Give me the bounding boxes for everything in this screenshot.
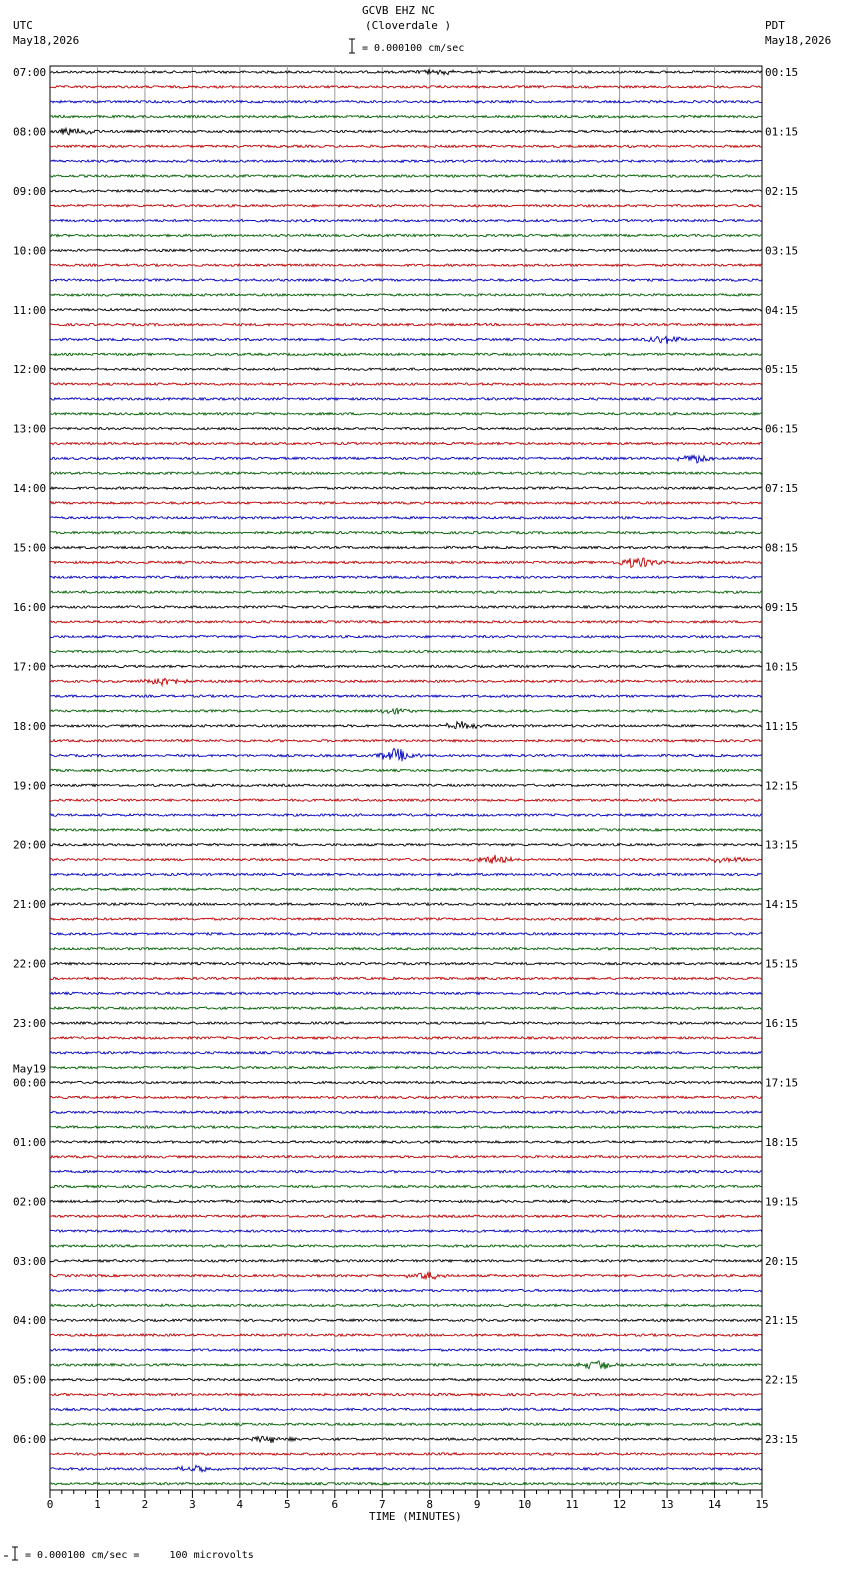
trace-line — [50, 933, 762, 935]
left-timezone: UTC — [13, 19, 33, 32]
left-hour-label: 07:00 — [13, 66, 47, 79]
trace-line — [50, 309, 762, 311]
footer-scale-bar-icon — [4, 1547, 18, 1560]
trace-line — [50, 442, 762, 444]
trace-line — [50, 665, 762, 667]
trace-line — [50, 650, 762, 652]
trace-line — [50, 115, 762, 117]
trace-line — [50, 636, 762, 638]
trace-line — [50, 1156, 762, 1158]
trace-line — [50, 160, 762, 162]
right-hour-label: 06:15 — [765, 422, 799, 436]
left-hour-label: 17:00 — [13, 660, 47, 674]
trace-line — [50, 814, 762, 816]
left-hour-label: 03:00 — [13, 1254, 47, 1268]
left-hour-label: 14:00 — [13, 482, 47, 496]
trace-line — [50, 1170, 762, 1172]
trace-line — [50, 353, 762, 355]
trace-line — [50, 279, 762, 281]
trace-line — [50, 69, 762, 75]
right-hour-label: 10:15 — [765, 660, 799, 674]
x-tick-label: 13 — [660, 1498, 674, 1511]
trace-line — [50, 517, 762, 519]
left-hour-label: 19:00 — [13, 779, 47, 793]
trace-line — [50, 427, 762, 429]
x-tick-label: 0 — [46, 1498, 54, 1511]
trace-line — [50, 903, 762, 905]
left-date: May18,2026 — [13, 34, 80, 47]
left-hour-label: 20:00 — [13, 838, 47, 852]
trace-line — [50, 398, 762, 400]
trace-line — [50, 413, 762, 415]
trace-line — [50, 962, 762, 964]
x-tick-label: 14 — [707, 1498, 722, 1511]
left-hour-label: 02:00 — [13, 1195, 47, 1209]
trace-line — [50, 86, 762, 88]
right-hour-label: 16:15 — [765, 1017, 799, 1031]
left-hour-label: 18:00 — [13, 719, 47, 733]
trace-line — [50, 205, 762, 207]
trace-line — [50, 1126, 762, 1128]
trace-line — [50, 128, 762, 135]
right-hour-label: 19:15 — [765, 1195, 799, 1209]
right-hour-label: 04:15 — [765, 303, 799, 317]
trace-line — [50, 606, 762, 608]
left-hour-label: 13:00 — [13, 422, 47, 436]
x-tick-label: 2 — [141, 1498, 149, 1511]
trace-line — [50, 621, 762, 623]
left-hour-label: 22:00 — [13, 957, 47, 971]
right-hour-label: 21:15 — [765, 1314, 799, 1328]
x-tick-label: 5 — [284, 1498, 291, 1511]
x-tick-label: 10 — [518, 1498, 532, 1511]
trace-line — [50, 591, 762, 593]
right-date: May18,2026 — [765, 34, 832, 47]
right-hour-label: 01:15 — [765, 125, 799, 139]
trace-line — [50, 749, 762, 762]
trace-line — [50, 337, 762, 345]
right-hour-label: 08:15 — [765, 541, 799, 555]
trace-line — [50, 546, 762, 548]
trace-line — [50, 1007, 762, 1009]
right-hour-label: 03:15 — [765, 244, 799, 258]
left-hour-label: 23:00 — [13, 1017, 47, 1031]
trace-line — [50, 695, 762, 697]
station-title: GCVB EHZ NC — [362, 4, 435, 17]
trace-line — [50, 101, 762, 103]
trace-line — [50, 472, 762, 474]
trace-line — [50, 721, 762, 729]
right-hour-label: 00:15 — [765, 66, 799, 79]
trace-line — [50, 219, 762, 221]
trace-line — [50, 368, 762, 370]
trace-line — [50, 558, 762, 567]
trace-line — [50, 1393, 762, 1395]
trace-line — [50, 190, 762, 192]
trace-line — [50, 977, 762, 979]
right-hour-label: 20:15 — [765, 1254, 799, 1268]
trace-line — [50, 1230, 762, 1232]
x-tick-label: 8 — [426, 1498, 434, 1511]
right-timezone: PDT — [765, 19, 785, 32]
trace-line — [50, 249, 762, 251]
x-tick-label: 11 — [565, 1498, 579, 1511]
trace-line — [50, 1200, 762, 1202]
right-hour-label: 12:15 — [765, 779, 799, 793]
trace-line — [50, 1465, 762, 1471]
left-hour-label: 09:00 — [13, 184, 47, 198]
trace-line — [50, 175, 762, 177]
trace-line — [50, 576, 762, 578]
right-hour-label: 14:15 — [765, 898, 799, 912]
left-hour-label: 10:00 — [13, 244, 47, 258]
footer-scale-note: = 0.000100 cm/sec = 100 microvolts — [25, 1550, 254, 1561]
trace-line — [50, 294, 762, 296]
x-tick-label: 7 — [378, 1498, 386, 1511]
left-hour-label: 11:00 — [13, 303, 47, 317]
trace-line — [50, 855, 762, 864]
right-hour-label: 02:15 — [765, 184, 799, 198]
trace-line — [50, 1111, 762, 1113]
trace-line — [50, 1304, 762, 1306]
trace-line — [50, 1436, 762, 1443]
right-hour-label: 23:15 — [765, 1433, 799, 1447]
date-change-label: May19 — [13, 1062, 47, 1076]
trace-line — [50, 502, 762, 504]
trace-line — [50, 1066, 762, 1068]
trace-line — [50, 383, 762, 385]
trace-line — [50, 873, 762, 875]
trace-line — [50, 1408, 762, 1410]
scale-text: = 0.000100 cm/sec — [362, 43, 465, 54]
left-hour-label: 06:00 — [13, 1433, 47, 1447]
trace-line — [50, 1185, 762, 1187]
trace-line — [50, 1334, 762, 1336]
left-hour-label: 00:00 — [13, 1076, 47, 1090]
left-hour-label: 05:00 — [13, 1373, 47, 1387]
trace-line — [50, 888, 762, 890]
trace-line — [50, 1081, 762, 1083]
station-location: (Cloverdale ) — [365, 19, 452, 32]
trace-line — [50, 1453, 762, 1455]
trace-line — [50, 1052, 762, 1054]
right-hour-label: 05:15 — [765, 363, 799, 377]
trace-line — [50, 1272, 762, 1279]
right-hour-label: 09:15 — [765, 600, 799, 614]
x-tick-label: 15 — [755, 1498, 769, 1511]
left-hour-label: 04:00 — [13, 1314, 47, 1328]
trace-line — [50, 769, 762, 771]
scale-bar-icon — [349, 39, 355, 53]
x-tick-label: 3 — [189, 1498, 196, 1511]
trace-line — [50, 1215, 762, 1217]
right-hour-label: 07:15 — [765, 482, 799, 496]
right-hour-label: 13:15 — [765, 838, 799, 852]
trace-line — [50, 532, 762, 534]
trace-line — [50, 1483, 762, 1485]
trace-line — [50, 456, 762, 464]
trace-line — [50, 1349, 762, 1351]
right-hour-label: 11:15 — [765, 719, 799, 733]
trace-line — [50, 678, 762, 685]
left-hour-label: 08:00 — [13, 125, 47, 139]
trace-line — [50, 708, 762, 714]
trace-line — [50, 844, 762, 846]
trace-line — [50, 948, 762, 950]
x-axis-label: TIME (MINUTES) — [369, 1510, 462, 1523]
trace-line — [50, 1289, 762, 1291]
right-hour-label: 22:15 — [765, 1373, 799, 1387]
trace-line — [50, 829, 762, 831]
trace-line — [50, 323, 762, 325]
trace-line — [50, 1022, 762, 1024]
x-tick-label: 1 — [94, 1498, 101, 1511]
trace-line — [50, 1379, 762, 1381]
x-tick-label: 9 — [473, 1498, 481, 1511]
trace-line — [50, 992, 762, 994]
right-hour-label: 15:15 — [765, 957, 799, 971]
left-hour-label: 12:00 — [13, 363, 47, 377]
trace-line — [50, 1319, 762, 1321]
trace-line — [50, 799, 762, 801]
trace-line — [50, 784, 762, 786]
x-tick-label: 4 — [236, 1498, 244, 1511]
trace-line — [50, 234, 762, 236]
left-hour-label: 16:00 — [13, 600, 47, 614]
trace-line — [50, 1141, 762, 1143]
trace-line — [50, 487, 762, 489]
trace-line — [50, 1096, 762, 1098]
left-hour-label: 15:00 — [13, 541, 47, 555]
trace-line — [50, 1245, 762, 1247]
right-hour-label: 18:15 — [765, 1135, 799, 1149]
trace-line — [50, 1037, 762, 1039]
left-hour-label: 21:00 — [13, 898, 47, 912]
right-hour-label: 17:15 — [765, 1076, 799, 1090]
trace-line — [50, 1260, 762, 1262]
trace-line — [50, 740, 762, 742]
trace-line — [50, 1361, 762, 1369]
x-tick-label: 6 — [331, 1498, 339, 1511]
trace-line — [50, 1423, 762, 1425]
trace-line — [50, 145, 762, 147]
trace-line — [50, 918, 762, 920]
trace-line — [50, 264, 762, 266]
x-tick-label: 12 — [612, 1498, 627, 1511]
left-hour-label: 01:00 — [13, 1135, 47, 1149]
